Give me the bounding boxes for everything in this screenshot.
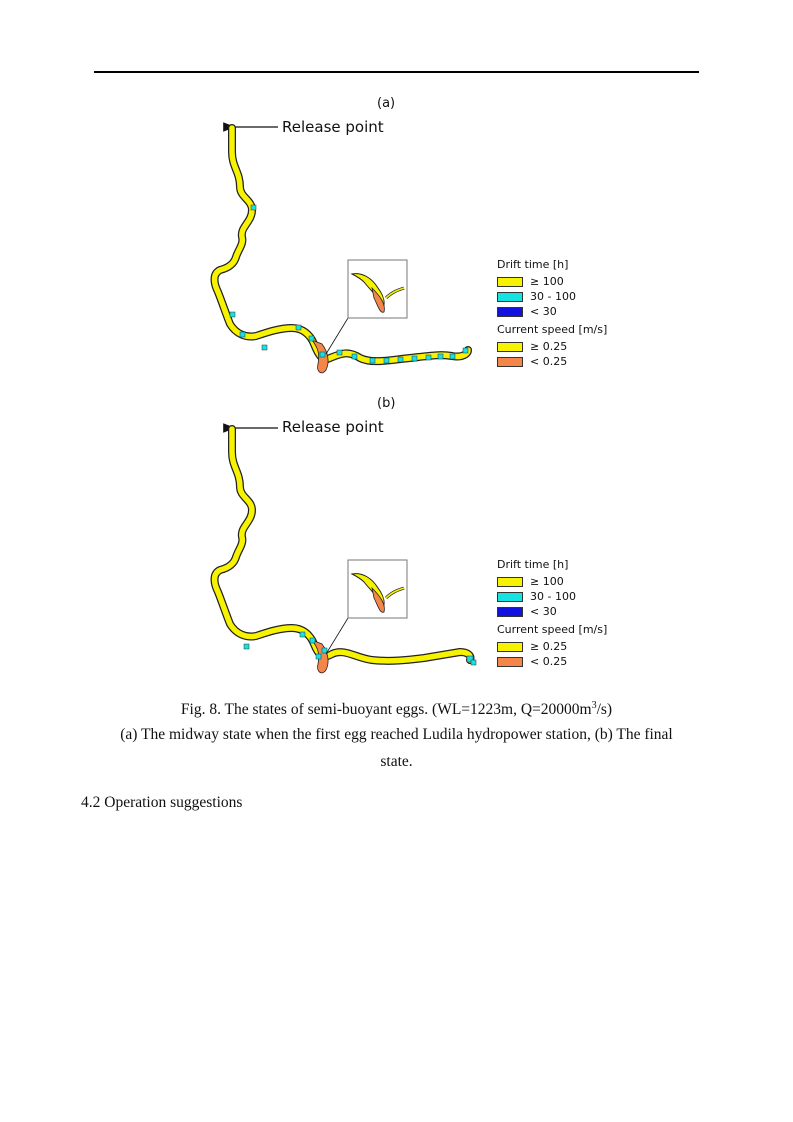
legend-drift-title: Drift time [h]	[497, 558, 569, 571]
panel-label: (b)	[377, 396, 396, 411]
figure-caption-line2: (a) The midway state when the first egg reached Ludila hydropower station, (b) The final	[120, 726, 673, 743]
legend-label: 30 - 100	[530, 590, 576, 603]
legend-swatch	[497, 592, 523, 602]
legend-label: < 30	[530, 305, 557, 318]
inset-leader	[326, 318, 348, 354]
legend-item	[497, 604, 607, 619]
figure-b	[0, 392, 793, 692]
river-channel	[215, 429, 471, 661]
release-point-label: Release point	[282, 418, 384, 436]
river-channel	[215, 128, 469, 361]
legend-label: < 0.25	[530, 355, 568, 368]
section-heading: 4.2 Operation suggestions	[81, 794, 243, 811]
caption-text: Fig. 8. The states of semi-buoyant eggs. (WL=1223m, Q=20000m	[180, 701, 592, 719]
legend-item	[497, 574, 607, 589]
legend-label: ≥ 0.25	[530, 640, 568, 653]
legend-swatch	[497, 607, 523, 617]
river-map-b	[0, 392, 793, 692]
legend-swatch	[497, 342, 523, 352]
legend-item	[497, 304, 607, 319]
legend-label: 30 - 100	[530, 290, 576, 303]
caption-text: /s)	[596, 701, 613, 719]
river-outline	[215, 429, 471, 661]
legend-speed-title: Current speed [m/s]	[497, 323, 608, 336]
legend	[497, 258, 607, 369]
legend-swatch	[497, 277, 523, 287]
header-rule	[94, 71, 699, 73]
legend-label: ≥ 100	[530, 575, 564, 588]
legend-item	[497, 654, 607, 669]
legend-label: < 30	[530, 605, 557, 618]
legend-swatch	[497, 292, 523, 302]
figure-caption-line3: state.	[380, 753, 413, 770]
legend-item	[497, 354, 607, 369]
legend-drift-title: Drift time [h]	[497, 258, 569, 271]
legend-swatch	[497, 577, 523, 587]
legend-speed-title: Current speed [m/s]	[497, 623, 608, 636]
legend-label: ≥ 0.25	[530, 340, 568, 353]
figure-a	[0, 92, 793, 392]
legend-item	[497, 339, 607, 354]
panel-label: (a)	[377, 96, 396, 111]
legend-label: ≥ 100	[530, 275, 564, 288]
figure-caption-line1	[100, 700, 693, 719]
legend-swatch	[497, 357, 523, 367]
legend-item	[497, 639, 607, 654]
river-map-a	[0, 92, 793, 392]
legend-item	[497, 589, 607, 604]
legend-label: < 0.25	[530, 655, 568, 668]
river-outline	[215, 128, 469, 361]
legend-swatch	[497, 657, 523, 667]
release-point-label: Release point	[282, 118, 384, 136]
legend-swatch	[497, 642, 523, 652]
caption-superscript: 3	[591, 700, 597, 711]
legend-item	[497, 274, 607, 289]
legend	[497, 558, 607, 669]
legend-item	[497, 289, 607, 304]
legend-swatch	[497, 307, 523, 317]
